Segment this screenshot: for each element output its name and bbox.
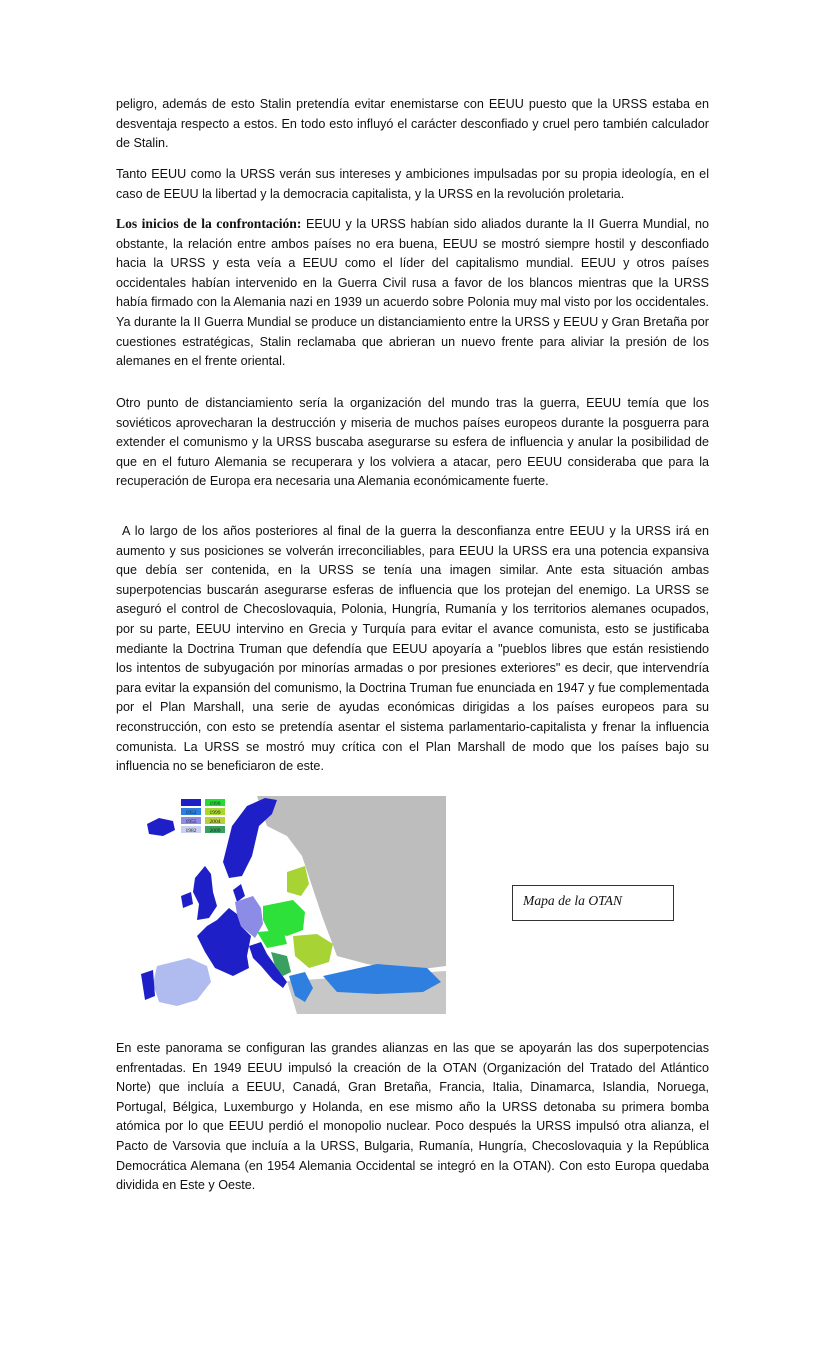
map-caption-box [512,885,674,921]
legend-label-2004: 2004 [209,819,221,825]
paragraph-4: Otro punto de distanciamiento sería la organización del mundo tras la guerra, EEUU temía que los soviéticos aprovecharan la destrucción y miseria de muchos países europeos durante la posguerra para extender el comunismo y la URSS buscaba asegurarse su esfera de influencia y anular la posibilidad de que en el futuro Alemania se recuperara y los volviera a atacar, pero EEUU consideraba que para la recuperación de Europa era necesaria una Alemania económicamente fuerte. [116,396,709,489]
nato-map-image [137,796,446,1014]
legend-label-1955: 1955 [185,819,197,825]
paragraph-3 [116,214,709,372]
legend-swatch-1949 [181,799,201,806]
paragraph-2: Tanto EEUU como la URSS verán sus intereses y ambiciones impulsadas por su propia ideología, en el caso de EEUU la libertad y la democracia capitalista, y la URSS en la revolución proletaria. [116,167,709,201]
legend-label-1952: 1952 [185,810,197,816]
paragraph-3-body: EEUU y la URSS habían sido aliados durante la II Guerra Mundial, no obstante, la relación entre ambos países no era buena, EEUU se mostró siempre hostil y desconfiado hacia la URSS y esta veía a EEUU como el líder del capitalismo mundial. EEUU y otros países occidentales habían intervenido en la Guerra Civil rusa a favor de los blancos mientras que la URSS había firmado con la Alemania nazi en 1939 un acuerdo sobre Polonia muy mal visto por los occidentales. Ya durante la II Guerra Mundial se produce un distanciamiento entre la URSS y EEUU y Gran Bretaña por cuestiones estratégicas, Stalin reclamaba que abrieran un nuevo frente para aliviar la presión de los alemanes en el frente oriental. [116,217,709,369]
map-caption: Mapa de la OTAN [523,893,623,908]
paragraph-6: En este panorama se configuran las grandes alianzas en las que se apoyarán las dos superpotencias enfrentadas. En 1949 EEUU impulsó la creación de la OTAN (Organización del Tratado del Atlántico Norte) que incluía a EEUU, Canadá, Gran Bretaña, Francia, Italia, Dinamarca, Islandia, Noruega, Portugal, Bélgica, Luxemburgo y Holanda, en ese mismo año la URSS detonaba su primera bomba atómica por lo que EEUU perdió el monopolio nuclear. Poco después la URSS impulsó otra alianza, el Pacto de Varsovia que incluía a la URSS, Bulgaria, Rumanía, Hungría, Checoslovaquia y la República Democrática Alemana (en 1954 Alemania Occidental se integró en la OTAN). Con esto Europa quedaba dividida en Este y Oeste. [116,1041,709,1193]
legend-label-1982: 1982 [185,828,197,834]
legend-label-1999b: 1999 [209,810,221,816]
paragraph-1: peligro, además de esto Stalin pretendía evitar enemistarse con EEUU puesto que la URSS estaba en desventaja respecto a estos. En todo esto influyó el carácter desconfiado y cruel pero también calculador de Stalin. [116,97,709,151]
legend-label-2009: 2009 [209,828,221,834]
paragraph-5: A lo largo de los años posteriores al final de la guerra la desconfianza entre EEUU y la URSS irá en aumento y sus posiciones se volverán irreconciliables, para EEUU la URSS era una potencia expansiva que debía ser contenida, en la URSS se tenía una imagen similar. Ante esta situación ambas superpotencias buscarán asegurarse esferas de influencia que los protejan del enemigo. La URSS se aseguró el control de Checoslovaquia, Polonia, Hungría, Rumanía y los territorios alemanes ocupados, por su parte, EEUU intervino en Grecia y Turquía para evitar el avance comunista, esto se justificaba mediante la Doctrina Truman que defendía que EEUU apoyaría a "pueblos libres que están resistiendo los intentos de subyugación por minorías armadas o por presiones exteriores" es decir, que intervendría para evitar la expansión del comunismo, la Doctrina Truman fue enunciada en 1947 y fue complementada por el Plan Marshall, una serie de ayudas económicas dirigidas a los países europeos para su reconstrucción, con esto se pretendía asentar el sistema parlamentario-capitalista y frenar la influencia comunista. La URSS se mostró muy crítica con el Plan Marshall de modo que los países bajo su influencia no se beneficiaron de este. [116,524,709,774]
legend-label-1999: 1999 [209,801,221,807]
section-heading: Los inicios de la confrontación: [116,216,302,231]
